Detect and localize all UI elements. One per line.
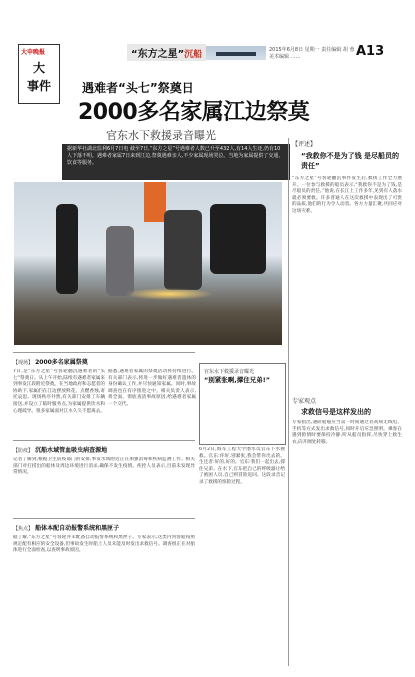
side-tag: 专家观点 <box>292 398 317 405</box>
rescuer-figure <box>144 182 166 222</box>
ship-icon <box>206 46 266 60</box>
lead-paragraph: 据新华社湖北监利6月7日电 截至7日,“东方之星”号遇难者人数已升至432人,有14人生还,仍有10人下落不明。遇难者家属7日来到江边,祭奠遇难亲人,不少家属现场哭泣。当地为家属提供了交通、饮食等服务。 <box>62 144 290 180</box>
column-divider <box>288 138 289 666</box>
mourner-figure <box>210 204 266 274</box>
headline-title: 2000多名家属江边祭莫 <box>78 100 310 125</box>
article-text: 7日,是“东方之星”号客轮翻沉遇难者的“头七”祭奠日。从上午开始,陆续有遇难者家属来到事发江段附近祭奠。在当地政府和志愿者的协助下,家属们在江边摆放鲜花、点燃香烛,寄托哀思。现场秩序井然,有关部门安排了车辆接送,并设立了临时服务点,为家属提供饮水和心理疏导。很多家属面对江水久久不愿离去。 <box>13 369 105 414</box>
divider <box>13 352 195 353</box>
article-column <box>199 447 285 665</box>
side-tag: 【评述】 <box>292 141 317 148</box>
news-photo <box>14 182 282 345</box>
section-title: 船体本配自动报警系统和黑匣子 <box>35 525 120 532</box>
page-number: A13 <box>356 44 385 59</box>
article-text: “东方之星”号客轮翻沉事件发生后,救援工作全力展开。一位参与救援的船员表示,“我救你不是为了钱,是尽船员的责任。”他说,在长江上工作多年,见到有人落水就必须要救。许多普通人在这次救援中表现出了可贵的品质,他们的行为令人动容。各方力量汇聚,共同应对这场灾难。 <box>292 176 402 214</box>
section-heading-1 <box>13 357 117 366</box>
quote-tag: 官东水下救援录音曝光 <box>204 369 255 375</box>
brand-sub: 沉船 <box>184 50 203 60</box>
article-text: 专家指出,遇险船舶应当第一时间通过甚高频无线电、手机等方式发出求救信号,同时开启应急照明。乘客在遇到险情时要保持冷静,听从船员指挥,尽快穿上救生衣,向开阔处转移。 <box>292 420 402 445</box>
divider <box>13 518 195 519</box>
section-tag: 【现场】 <box>13 360 34 366</box>
article-column <box>292 176 402 390</box>
brand-label <box>127 44 206 61</box>
mourner-figure <box>106 226 134 296</box>
side-title: 求救信号是这样发出的 <box>301 408 371 416</box>
section-logo <box>18 44 60 104</box>
article-column <box>13 457 195 513</box>
page-meta: 2015年6月8日 星期一 责任编辑 胡 蓉 美术编辑 …… <box>269 47 355 60</box>
section-title: 2000多名家属祭奠 <box>35 359 88 366</box>
section-title: 沉船水域管血吸虫病查源地 <box>35 447 108 454</box>
mourner-figure <box>56 204 78 294</box>
mourner-figure <box>164 210 202 290</box>
candle-light <box>124 288 214 300</box>
divider <box>13 440 195 441</box>
article-column <box>292 420 402 665</box>
quote-title: “别紧张啊,撑住兄弟!” <box>204 376 270 384</box>
article-text: 据了解,“东方之星”号客轮并未配备自动报警系统和黑匣子。专家表示,这类内河客船按照规定配有相应的安全设备,但事故发生时船上人员未能及时发出求救信号。调查组正在对船体进行全面检查,以查明事故原因。 <box>13 535 195 554</box>
section-tag: 【防疫】 <box>13 448 34 454</box>
quote-box <box>199 363 286 445</box>
article-column <box>13 369 105 435</box>
headline-kicker: 遇难者“头七”祭奠日 <box>82 81 194 95</box>
side-title: “我救你不是为了钱 是尽船员的责任” <box>301 152 400 170</box>
article-column <box>13 535 195 665</box>
section-tag: 【焦点】 <box>13 526 34 532</box>
article-column <box>108 369 196 435</box>
brand-title: “东方之星” <box>131 49 185 60</box>
article-text: 记者了解到,根据卫生防疫部门的安排,事发水域附近正在加强消毒和疾病监测工作。相关部门对打捞出的船体及周边环境进行消杀,确保不发生疫情。疾控人员表示,目前未发现异常情况。 <box>13 457 195 476</box>
paper-name: 大申晚报 <box>21 49 46 56</box>
headline-subtitle: 官东水下救援录音曝光 <box>106 129 216 142</box>
article-text: 据悉,遇难者家属的祭奠活动将持续进行。有关部门表示,将进一步做好遇难者遗体的身份确认工作,并尽快通知家属。同时,事故调查也在有序推进之中。相关负责人表示,将全面、彻底查清事故原因,给遇难者家属一个交代。 <box>108 369 196 407</box>
section-heading-2 <box>13 445 133 454</box>
article-text: 6月2日,海军工程大学潜水员官东下水搜救。官东:你好,别紧张,我会带你出去的。生还者:好的,好的。官东:我们一起出去,撑住兄弟。在水下,官东把自己的呼吸器让给了被困人员,自己则冒险返回。这段录音记录了救援的惊险过程。 <box>199 447 285 485</box>
section-label-2: 事件 <box>26 79 51 93</box>
section-heading-3 <box>13 523 163 532</box>
section-label-1: 大 <box>32 61 45 75</box>
